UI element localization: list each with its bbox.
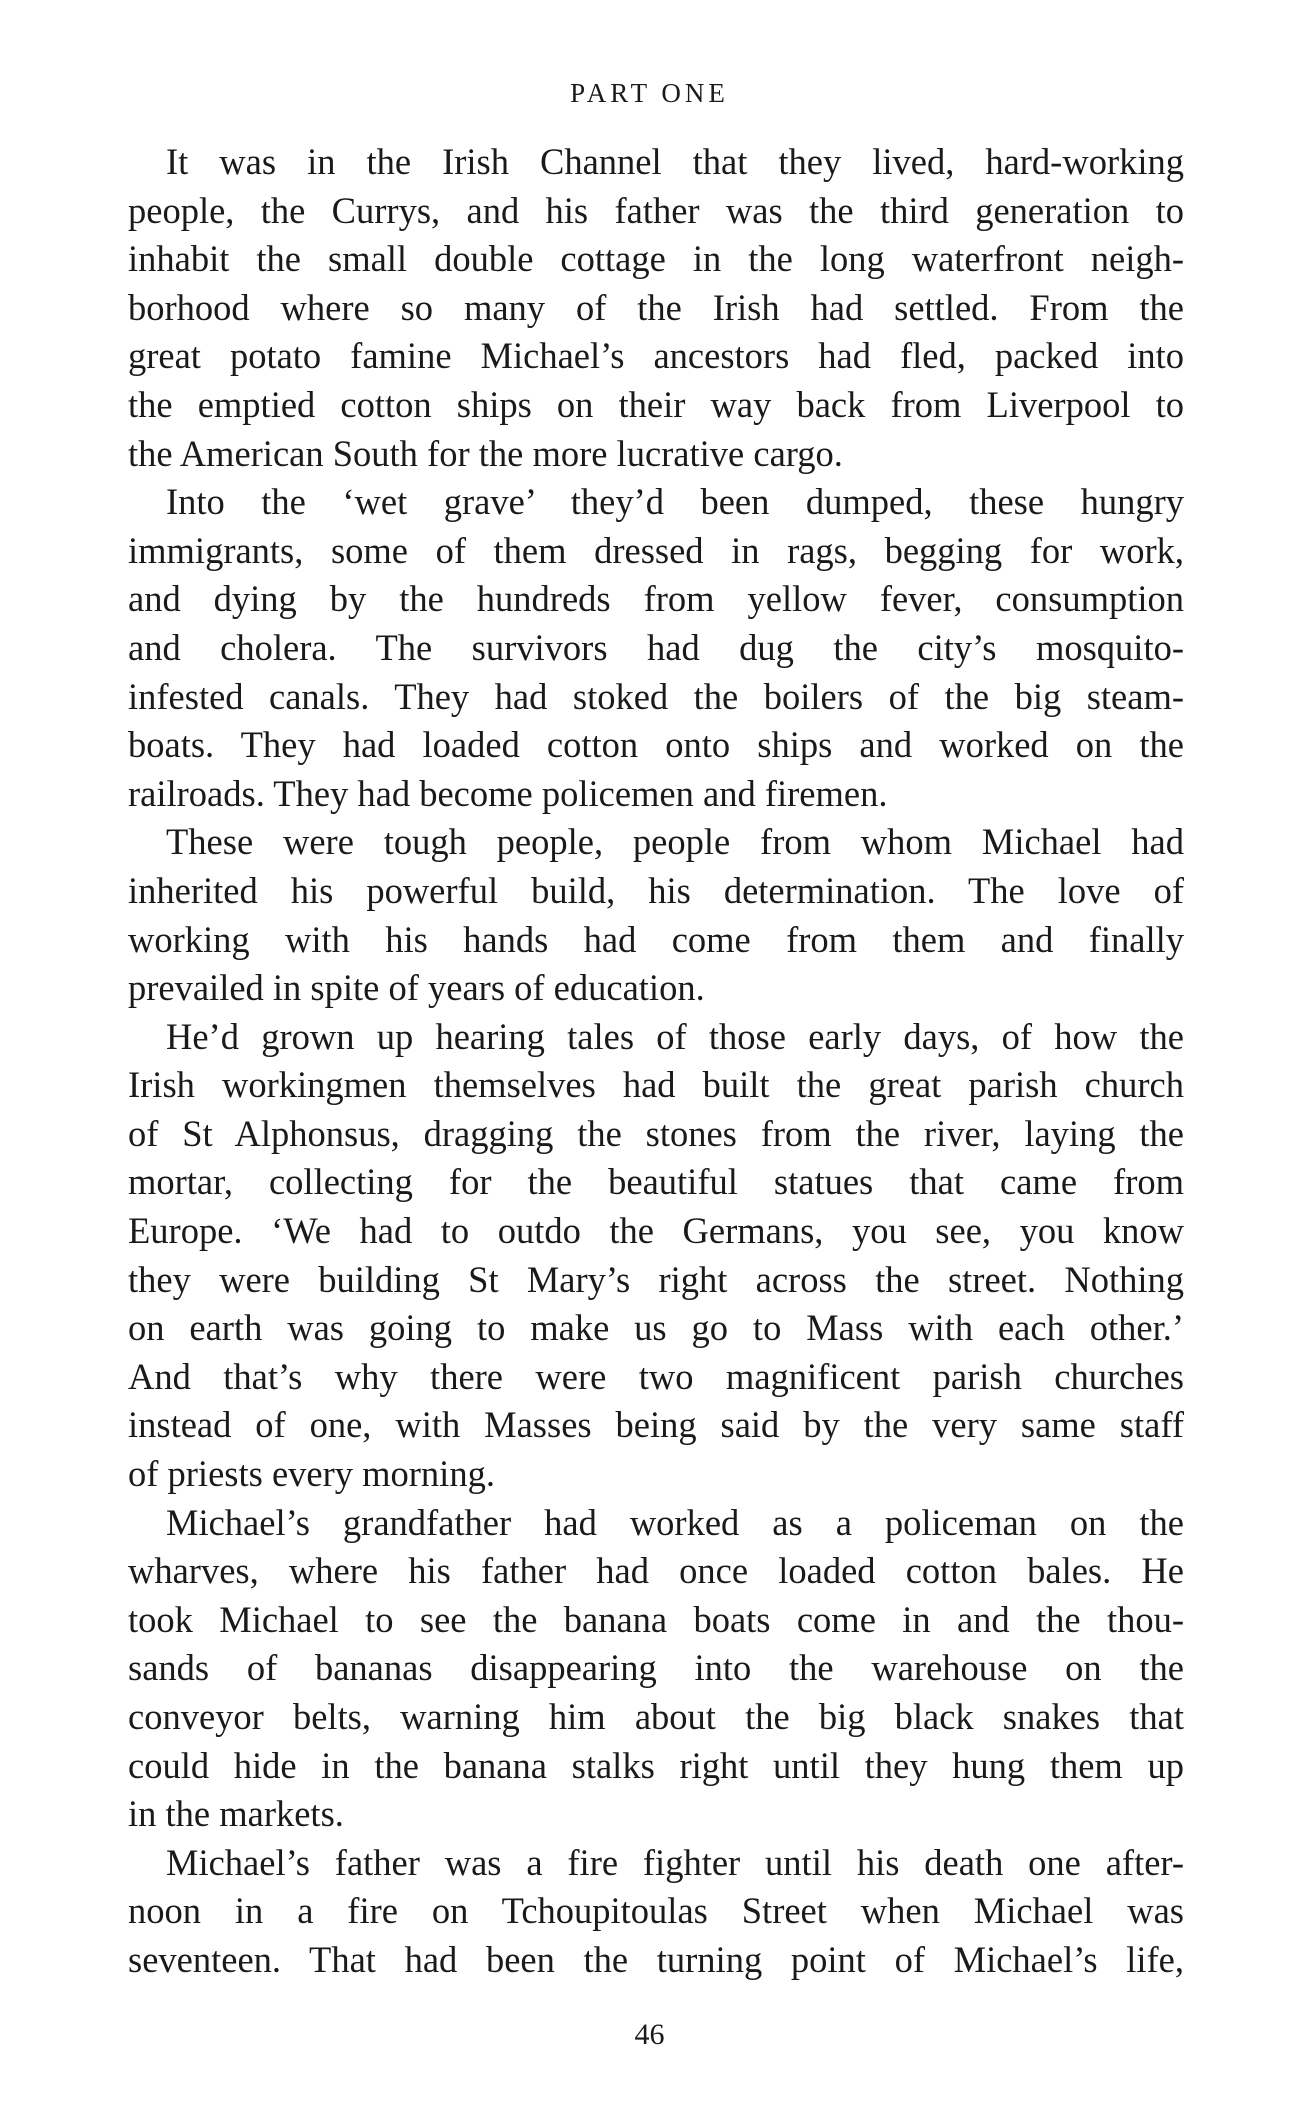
text-line: working with his hands had come from them and finally	[128, 918, 1184, 960]
text-line: could hide in the banana stalks right until they hung them up	[128, 1744, 1184, 1786]
text-line: in the markets.	[128, 1793, 344, 1835]
text-line: mortar, collecting for the beautiful statues that came from	[128, 1161, 1184, 1203]
text-line: Michael’s grandfather had worked as a policeman on the	[166, 1501, 1184, 1543]
paragraph	[128, 1499, 1184, 1839]
text-line: noon in a fire on Tchoupitoulas Street when Michael was	[128, 1890, 1184, 1932]
paragraph	[128, 138, 1184, 478]
text-line: and dying by the hundreds from yellow fever, consumption	[128, 578, 1184, 620]
text-line: instead of one, with Masses being said by the very same staff	[128, 1404, 1184, 1446]
text-line: infested canals. They had stoked the boilers of the big steam-	[128, 675, 1184, 717]
text-line: borhood where so many of the Irish had settled. From the	[128, 286, 1184, 328]
text-line: Michael’s father was a fire fighter until his death one after-	[166, 1841, 1184, 1883]
text-line: wharves, where his father had once loaded cotton bales. He	[128, 1550, 1184, 1592]
text-line: Irish workingmen themselves had built the great parish church	[128, 1064, 1184, 1106]
text-line: These were tough people, people from whom Michael had	[166, 821, 1184, 863]
text-line: and cholera. The survivors had dug the city’s mosquito-	[128, 626, 1184, 668]
text-line: they were building St Mary’s right across the street. Nothing	[128, 1258, 1184, 1300]
text-line: boats. They had loaded cotton onto ships and worked on the	[128, 724, 1184, 766]
text-line: sands of bananas disappearing into the warehouse on the	[128, 1647, 1184, 1689]
text-line: seventeen. That had been the turning point of Michael’s life,	[128, 1938, 1184, 1980]
text-line: of priests every morning.	[128, 1453, 495, 1495]
text-line: on earth was going to make us go to Mass with each other.’	[128, 1307, 1184, 1349]
paragraph	[128, 818, 1184, 1012]
paragraph	[128, 1013, 1184, 1499]
paragraph	[128, 1839, 1184, 1985]
text-line: Europe. ‘We had to outdo the Germans, you see, you know	[128, 1210, 1184, 1252]
text-line: conveyor belts, warning him about the big black snakes that	[128, 1696, 1184, 1737]
paragraph	[128, 478, 1184, 818]
text-line: inherited his powerful build, his determination. The love of	[128, 869, 1184, 911]
text-line: the emptied cotton ships on their way back from Liverpool to	[128, 383, 1184, 425]
text-line: immigrants, some of them dressed in rags, begging for work,	[128, 529, 1184, 571]
text-line: He’d grown up hearing tales of those early days, of how the	[166, 1015, 1184, 1057]
body-text	[128, 138, 1184, 1985]
text-line: of St Alphonsus, dragging the stones from the river, laying the	[128, 1112, 1184, 1154]
text-line: the American South for the more lucrative cargo.	[128, 432, 843, 474]
page-number: 46	[634, 2018, 665, 2051]
text-line: great potato famine Michael’s ancestors had fled, packed into	[128, 335, 1184, 377]
running-head: PART ONE	[570, 78, 729, 108]
text-line: prevailed in spite of years of education.	[128, 967, 705, 1009]
text-line: railroads. They had become policemen and firemen.	[128, 772, 888, 814]
text-line: inhabit the small double cottage in the long waterfront neigh-	[128, 238, 1184, 280]
text-line: And that’s why there were two magnificent parish churches	[128, 1355, 1184, 1397]
text-line: Into the ‘wet grave’ they’d been dumped, these hungry	[166, 481, 1184, 523]
text-line: took Michael to see the banana boats come in and the thou-	[128, 1598, 1184, 1640]
text-line: people, the Currys, and his father was the third generation to	[128, 189, 1184, 231]
text-line: It was in the Irish Channel that they lived, hard-working	[166, 141, 1184, 182]
